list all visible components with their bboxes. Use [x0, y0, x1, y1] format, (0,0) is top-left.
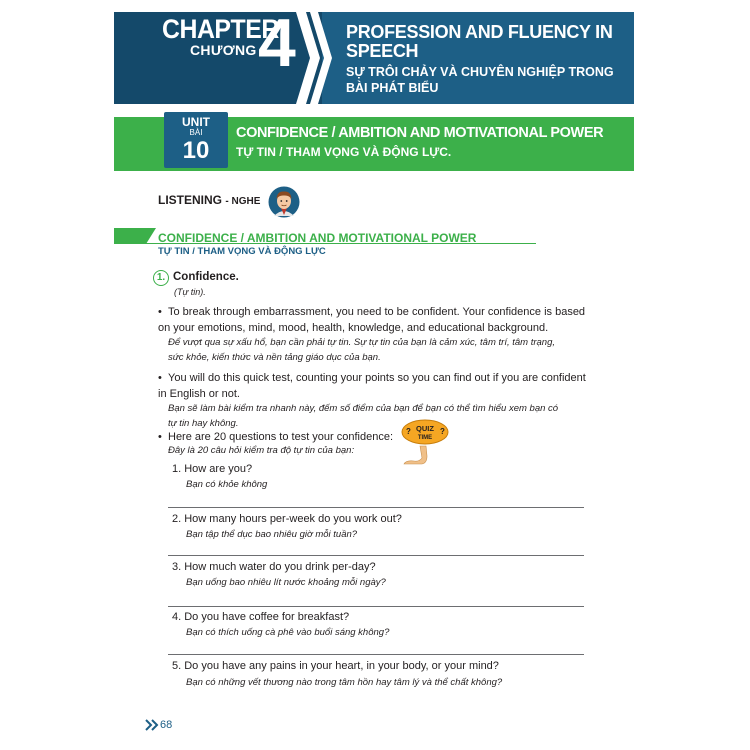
- paragraph-1-vi-line2: sức khỏe, kiến thức và nền tảng giáo dục của bạn.: [168, 352, 381, 363]
- question-3: 3. How much water do you drink per-day?: [172, 561, 376, 573]
- answer-line: [168, 606, 584, 607]
- paragraph-1-en-line2: on your emotions, mind, mood, health, knowledge, and educational background.: [158, 322, 549, 334]
- paragraph-1-en-line1: To break through embarrassment, you need to be confident. Your confidence is based: [168, 306, 586, 318]
- paragraph-2-vi-line1: Bạn sẽ làm bài kiểm tra nhanh này, đếm số điểm của bạn để bạn có thể tìm hiểu xem bạn có: [168, 403, 559, 414]
- man-avatar-icon: [268, 186, 300, 218]
- bullet-icon: •: [158, 372, 162, 384]
- bullet-icon: •: [158, 431, 162, 443]
- question-2: 2. How many hours per-week do you work out?: [172, 513, 402, 525]
- paragraph-2-en-line1: You will do this quick test, counting your points so you can find out if you are confident: [168, 372, 586, 384]
- page-number: 68: [160, 719, 173, 731]
- section-title: CONFIDENCE / AMBITION AND MOTIVATIONAL POWER: [158, 231, 477, 245]
- section-subtitle: TỰ TIN / THAM VỌNG VÀ ĐỘNG LỰC: [158, 246, 326, 257]
- question-1-vi: Bạn có khỏe không: [186, 479, 268, 490]
- quiz-time-sign-icon: [400, 418, 450, 466]
- paragraph-1-vi-line1: Để vượt qua sự xấu hổ, bạn cần phải tự tin. Sự tự tin của bạn là cảm xúc, tâm trí, tâm trạng,: [168, 337, 555, 348]
- question-2-vi: Bạn tập thể dục bao nhiêu giờ mỗi tuần?: [186, 529, 358, 540]
- paragraph-1-vi: [168, 335, 598, 365]
- paragraph-2-en-line2: in English or not.: [158, 388, 240, 400]
- answer-line: [168, 654, 584, 655]
- listening-label: LISTENING: [158, 193, 223, 207]
- section-flag-icon: [114, 228, 156, 244]
- double-chevron-right-icon: [145, 719, 159, 731]
- double-chevron-icon: [296, 12, 336, 104]
- chapter-label: CHAPTER: [162, 14, 279, 44]
- item-title: Confidence.: [173, 271, 239, 283]
- quiz-sign-line2: TIME: [417, 435, 433, 441]
- unit-number: 10: [182, 137, 210, 164]
- question-4-vi: Bạn có thích uống cà phê vào buổi sáng không?: [186, 627, 390, 638]
- question-1: 1. How are you?: [172, 463, 253, 475]
- answer-line: [168, 555, 584, 556]
- quiz-sign-mark-right: ?: [440, 427, 445, 436]
- question-5-vi: Bạn có những vết thương nào trong tâm hồn hay tâm lý và thể chất không?: [186, 677, 503, 688]
- unit-label-vi: BÀI: [189, 128, 203, 137]
- paragraph-2-vi-line2: tự tin hay không.: [168, 418, 239, 429]
- paragraph-1-en: [158, 304, 598, 336]
- item-subtitle: (Tự tin).: [174, 287, 206, 297]
- listening-label-vi: - NGHE: [225, 196, 261, 207]
- listening-heading: [158, 193, 260, 207]
- quiz-sign-line1: QUIZ: [416, 424, 434, 433]
- bullet-icon: •: [158, 306, 162, 318]
- answer-line: [168, 507, 584, 508]
- paragraph-2-vi: [168, 401, 598, 431]
- question-3-vi: Bạn uống bao nhiêu lít nước khoảng mỗi ngày?: [186, 577, 386, 588]
- chapter-title: PROFESSION AND FLUENCY IN SPEECH: [346, 22, 613, 61]
- paragraph-2-en: [158, 370, 598, 402]
- unit-subtitle: TỰ TIN / THAM VỌNG VÀ ĐỘNG LỰC.: [236, 145, 452, 159]
- paragraph-3-en-text: Here are 20 questions to test your confidence:: [168, 431, 394, 443]
- chapter-subtitle: SỰ TRÔI CHẢY VÀ CHUYÊN NGHIỆP TRONG BÀI PHÁT BIỂU: [346, 65, 614, 95]
- unit-title: CONFIDENCE / AMBITION AND MOTIVATIONAL POWER: [236, 125, 604, 141]
- item-number-badge: 1.: [153, 270, 169, 286]
- question-4: 4. Do you have coffee for breakfast?: [172, 611, 350, 623]
- chapter-number: 4: [258, 5, 296, 81]
- unit-label: UNIT: [182, 115, 210, 129]
- paragraph-3-vi: Đây là 20 câu hỏi kiểm tra độ tự tin của bạn:: [168, 445, 355, 456]
- question-5: 5. Do you have any pains in your heart, in your body, or your mind?: [172, 660, 499, 672]
- chapter-label-vi: CHƯƠNG: [190, 42, 257, 58]
- quiz-sign-mark-left: ?: [406, 427, 411, 436]
